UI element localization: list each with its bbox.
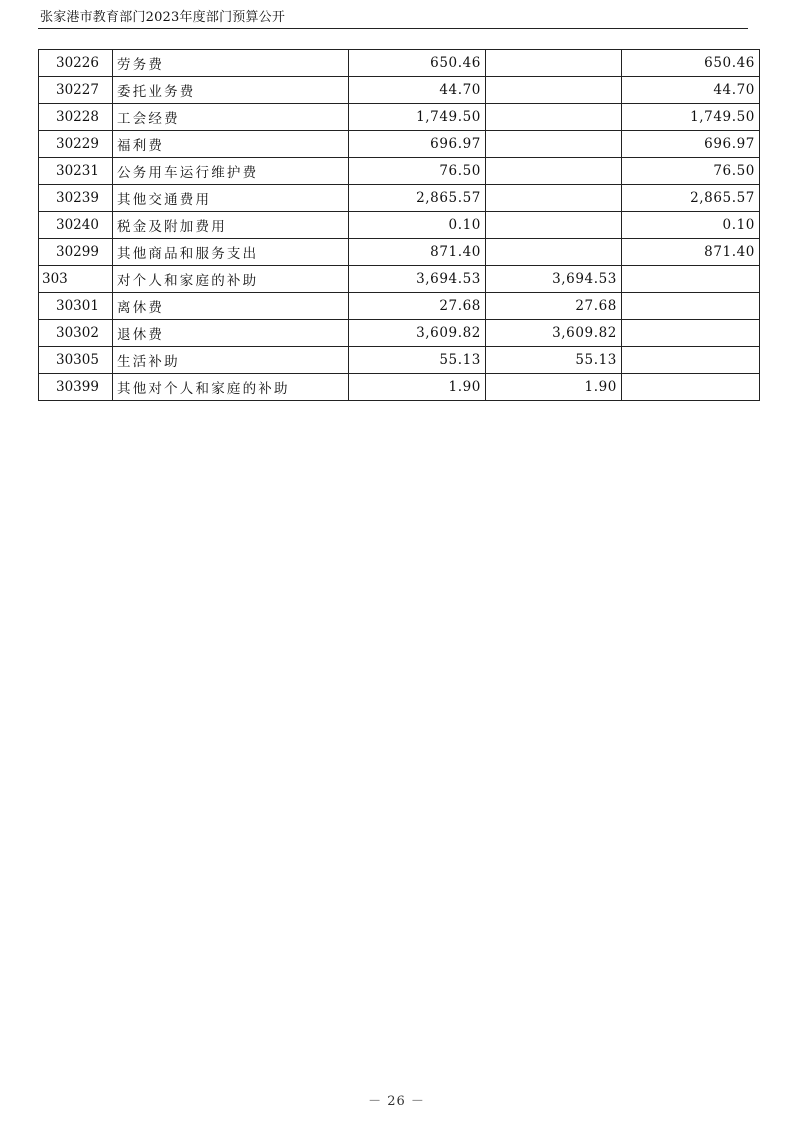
economic-code-cell: 303 [39, 266, 113, 293]
item-name-cell: 对个人和家庭的补助 [113, 266, 349, 293]
total-amount-cell: 55.13 [349, 347, 486, 374]
item-name-cell: 其他对个人和家庭的补助 [113, 374, 349, 401]
total-amount-cell: 0.10 [349, 212, 486, 239]
public-expense-cell: 650.46 [622, 50, 760, 77]
total-amount-cell: 2,865.57 [349, 185, 486, 212]
economic-code-cell: 30399 [39, 374, 113, 401]
personnel-expense-cell [486, 131, 622, 158]
table-row [39, 158, 760, 185]
public-expense-cell [622, 320, 760, 347]
total-amount-cell: 27.68 [349, 293, 486, 320]
public-expense-cell: 871.40 [622, 239, 760, 266]
total-amount-cell: 44.70 [349, 77, 486, 104]
item-name-cell: 税金及附加费用 [113, 212, 349, 239]
economic-code-cell: 30302 [39, 320, 113, 347]
personnel-expense-cell [486, 239, 622, 266]
budget-table [38, 49, 760, 401]
table-row [39, 320, 760, 347]
public-expense-cell: 76.50 [622, 158, 760, 185]
economic-code-cell: 30231 [39, 158, 113, 185]
page-header-title: 张家港市教育部门2023年度部门预算公开 [40, 10, 286, 25]
table-row [39, 131, 760, 158]
table-row [39, 266, 760, 293]
table-row [39, 104, 760, 131]
personnel-expense-cell: 3,694.53 [486, 266, 622, 293]
economic-code-cell: 30226 [39, 50, 113, 77]
economic-code-cell: 30305 [39, 347, 113, 374]
total-amount-cell: 3,609.82 [349, 320, 486, 347]
item-name-cell: 其他商品和服务支出 [113, 239, 349, 266]
table-row [39, 77, 760, 104]
total-amount-cell: 76.50 [349, 158, 486, 185]
table-row [39, 50, 760, 77]
economic-code-cell: 30228 [39, 104, 113, 131]
total-amount-cell: 871.40 [349, 239, 486, 266]
personnel-expense-cell: 55.13 [486, 347, 622, 374]
personnel-expense-cell [486, 77, 622, 104]
table-row [39, 239, 760, 266]
public-expense-cell: 696.97 [622, 131, 760, 158]
table-row [39, 374, 760, 401]
item-name-cell: 福利费 [113, 131, 349, 158]
economic-code-cell: 30299 [39, 239, 113, 266]
total-amount-cell: 650.46 [349, 50, 486, 77]
economic-code-cell: 30240 [39, 212, 113, 239]
total-amount-cell: 1.90 [349, 374, 486, 401]
table-row [39, 212, 760, 239]
public-expense-cell: 0.10 [622, 212, 760, 239]
header-divider [38, 28, 748, 29]
economic-code-cell: 30301 [39, 293, 113, 320]
total-amount-cell: 1,749.50 [349, 104, 486, 131]
public-expense-cell [622, 293, 760, 320]
item-name-cell: 公务用车运行维护费 [113, 158, 349, 185]
personnel-expense-cell [486, 50, 622, 77]
item-name-cell: 委托业务费 [113, 77, 349, 104]
budget-table-body [39, 50, 760, 401]
public-expense-cell [622, 347, 760, 374]
item-name-cell: 退休费 [113, 320, 349, 347]
personnel-expense-cell: 1.90 [486, 374, 622, 401]
personnel-expense-cell [486, 158, 622, 185]
table-row [39, 185, 760, 212]
item-name-cell: 生活补助 [113, 347, 349, 374]
personnel-expense-cell [486, 104, 622, 131]
item-name-cell: 劳务费 [113, 50, 349, 77]
public-expense-cell [622, 266, 760, 293]
total-amount-cell: 696.97 [349, 131, 486, 158]
personnel-expense-cell: 27.68 [486, 293, 622, 320]
economic-code-cell: 30229 [39, 131, 113, 158]
item-name-cell: 工会经费 [113, 104, 349, 131]
table-row [39, 293, 760, 320]
item-name-cell: 离休费 [113, 293, 349, 320]
page-number: － 26 － [368, 1094, 425, 1109]
table-row [39, 347, 760, 374]
economic-code-cell: 30227 [39, 77, 113, 104]
item-name-cell: 其他交通费用 [113, 185, 349, 212]
personnel-expense-cell [486, 212, 622, 239]
public-expense-cell [622, 374, 760, 401]
public-expense-cell: 44.70 [622, 77, 760, 104]
total-amount-cell: 3,694.53 [349, 266, 486, 293]
public-expense-cell: 2,865.57 [622, 185, 760, 212]
personnel-expense-cell: 3,609.82 [486, 320, 622, 347]
public-expense-cell: 1,749.50 [622, 104, 760, 131]
economic-code-cell: 30239 [39, 185, 113, 212]
personnel-expense-cell [486, 185, 622, 212]
